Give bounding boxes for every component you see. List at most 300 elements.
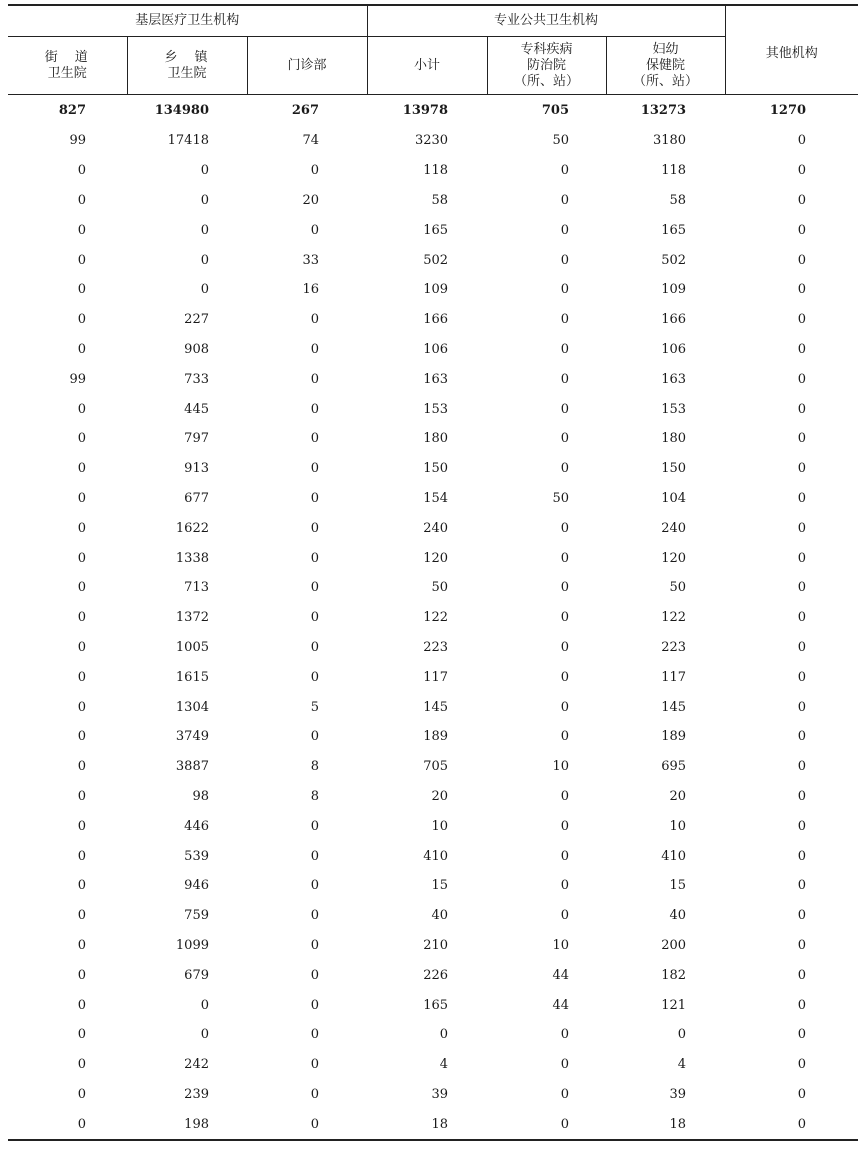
cell-specialized-disease-prevention: 0 [560,878,570,894]
cell-other: 0 [797,490,807,506]
cell-other: 0 [797,699,807,715]
header-line: 防治院 [527,57,567,73]
cell-township-health-center: 227 [184,312,209,328]
cell-specialized-disease-prevention: 44 [552,997,570,1013]
table-row [8,573,858,603]
cell-outpatient-department: 0 [310,818,320,834]
cell-township-health-center: 445 [184,401,209,417]
header-line: 门诊部 [287,57,327,73]
cell-maternal-child-health: 15 [669,878,687,894]
cell-township-health-center: 0 [200,192,209,208]
cell-other: 0 [797,520,807,536]
cell-subtotal: 150 [423,461,449,477]
table-row [8,215,858,245]
cell-specialized-disease-prevention: 0 [560,282,570,298]
cell-other: 0 [797,997,807,1013]
cell-township-health-center: 134980 [154,103,209,118]
cell-township-health-center: 677 [184,490,209,506]
cell-outpatient-department: 5 [310,699,320,715]
table-row [8,1050,858,1080]
table-row [8,305,858,335]
cell-other: 0 [797,133,807,149]
cell-outpatient-department: 0 [310,1057,320,1073]
table-row [8,424,858,454]
cell-specialized-disease-prevention: 0 [560,312,570,328]
group-header-public-health: 专业公共卫生机构 [367,5,725,37]
cell-township-health-center: 198 [127,1109,247,1140]
cell-street-health-center: 0 [77,222,86,238]
table-row [8,394,858,424]
cell-street-health-center: 0 [77,699,86,715]
cell-specialized-disease-prevention: 705 [541,103,570,118]
cell-specialized-disease-prevention: 0 [560,550,570,566]
cell-township-health-center: 239 [184,1086,209,1102]
cell-other: 0 [797,610,807,626]
cell-specialized-disease-prevention: 0 [560,252,570,268]
cell-subtotal: 223 [423,639,449,655]
cell-other: 0 [797,192,807,208]
cell-subtotal: 18 [367,1109,487,1140]
cell-specialized-disease-prevention: 50 [552,133,570,149]
cell-other: 0 [797,908,807,924]
cell-township-health-center: 1615 [175,669,209,685]
cell-subtotal: 109 [423,282,449,298]
cell-specialized-disease-prevention: 0 [560,520,570,536]
cell-specialized-disease-prevention: 0 [560,580,570,596]
table-row [8,454,858,484]
cell-maternal-child-health: 153 [661,401,687,417]
header-line: 卫生院 [167,65,207,81]
cell-township-health-center: 3749 [175,729,209,745]
cell-subtotal: 39 [431,1086,449,1102]
table-row [8,960,858,990]
cell-subtotal: 50 [431,580,449,596]
cell-street-health-center: 0 [77,580,86,596]
column-header-township-health-center [127,37,247,95]
cell-subtotal: 180 [423,431,449,447]
cell-subtotal: 145 [423,699,449,715]
cell-township-health-center: 679 [184,967,209,983]
cell-other: 0 [797,788,807,804]
cell-maternal-child-health: 180 [661,431,687,447]
cell-outpatient-department: 0 [310,490,320,506]
cell-township-health-center: 946 [184,878,209,894]
cell-township-health-center: 713 [184,580,209,596]
cell-outpatient-department: 0 [310,163,320,179]
cell-subtotal: 3230 [414,133,449,149]
cell-subtotal: 410 [423,848,449,864]
cell-subtotal: 240 [423,520,449,536]
table-row [8,752,858,782]
cell-maternal-child-health: 695 [661,759,687,775]
header-line: 小计 [414,57,441,73]
cell-township-health-center: 759 [184,908,209,924]
cell-other: 0 [797,669,807,685]
cell-street-health-center: 0 [77,937,86,953]
table-row [8,245,858,275]
cell-subtotal: 163 [423,371,449,387]
cell-maternal-child-health: 40 [669,908,687,924]
cell-other: 0 [797,461,807,477]
cell-other: 0 [797,163,807,179]
cell-street-health-center: 0 [77,252,86,268]
cell-specialized-disease-prevention: 0 [560,461,570,477]
cell-street-health-center: 0 [77,490,86,506]
table-row [8,335,858,365]
cell-outpatient-department: 0 [310,371,320,387]
cell-subtotal: 154 [423,490,449,506]
cell-township-health-center: 1622 [175,520,209,536]
cell-specialized-disease-prevention: 0 [560,163,570,179]
cell-street-health-center: 0 [77,282,86,298]
cell-other: 0 [797,967,807,983]
cell-specialized-disease-prevention: 0 [560,222,570,238]
cell-maternal-child-health: 182 [661,967,687,983]
total-row [8,95,858,127]
header-line: 保健院 [646,57,686,73]
column-header-street-health-center [8,37,127,95]
cell-specialized-disease-prevention: 0 [487,1109,606,1140]
header-line: 妇幼 [652,41,679,57]
cell-specialized-disease-prevention: 0 [560,401,570,417]
column-header-specialized-disease-prevention [487,37,606,95]
cell-subtotal: 165 [423,222,449,238]
cell-outpatient-department: 267 [291,103,320,118]
cell-maternal-child-health: 121 [661,997,687,1013]
cell-maternal-child-health: 106 [661,341,687,357]
table-row [8,186,858,216]
cell-outpatient-department: 33 [302,252,320,268]
cell-other: 1270 [769,103,807,118]
cell-township-health-center: 1005 [175,639,209,655]
header-line: 街 道 [44,49,90,65]
cell-subtotal: 118 [423,163,449,179]
cell-maternal-child-health: 166 [661,312,687,328]
header-line: 专科疾病 [520,41,573,57]
cell-township-health-center: 0 [200,997,209,1013]
cell-specialized-disease-prevention: 10 [552,937,570,953]
cell-street-health-center: 0 [77,192,86,208]
cell-street-health-center: 0 [77,431,86,447]
header-line: 卫生院 [47,65,87,81]
cell-outpatient-department: 0 [310,431,320,447]
cell-outpatient-department: 0 [310,937,320,953]
cell-specialized-disease-prevention: 10 [552,759,570,775]
cell-maternal-child-health: 163 [661,371,687,387]
cell-street-health-center: 0 [77,312,86,328]
cell-outpatient-department: 0 [310,908,320,924]
header-line: （所、站） [514,73,580,89]
cell-other: 0 [797,401,807,417]
cell-street-health-center: 0 [77,550,86,566]
cell-outpatient-department: 0 [310,967,320,983]
table-row [8,1080,858,1110]
cell-street-health-center: 0 [77,878,86,894]
table-row [8,811,858,841]
cell-maternal-child-health: 410 [661,848,687,864]
table-row [8,990,858,1020]
cell-other: 0 [797,341,807,357]
health-institutions-table [8,4,858,1141]
cell-maternal-child-health: 20 [669,788,687,804]
cell-street-health-center: 99 [69,371,86,387]
cell-subtotal: 15 [431,878,449,894]
cell-street-health-center: 0 [77,759,86,775]
cell-township-health-center: 908 [184,341,209,357]
cell-specialized-disease-prevention: 0 [560,1086,570,1102]
cell-street-health-center: 0 [77,163,86,179]
table-row [8,156,858,186]
cell-other: 0 [797,937,807,953]
cell-subtotal: 189 [423,729,449,745]
cell-maternal-child-health: 3180 [652,133,687,149]
header-line: （所、站） [633,73,699,89]
cell-other: 0 [797,312,807,328]
cell-township-health-center: 1304 [175,699,209,715]
cell-maternal-child-health: 4 [677,1057,687,1073]
cell-maternal-child-health: 18 [606,1109,725,1140]
cell-maternal-child-health: 223 [661,639,687,655]
cell-street-health-center: 827 [58,103,86,118]
cell-maternal-child-health: 189 [661,729,687,745]
cell-specialized-disease-prevention: 50 [552,490,570,506]
cell-township-health-center: 98 [192,788,209,804]
table-row [8,782,858,812]
cell-township-health-center: 797 [184,431,209,447]
cell-other: 0 [797,729,807,745]
cell-subtotal: 4 [439,1057,449,1073]
table-row [8,603,858,633]
cell-other: 0 [797,371,807,387]
cell-other: 0 [797,1027,807,1043]
cell-specialized-disease-prevention: 0 [560,192,570,208]
cell-street-health-center: 0 [8,1109,127,1140]
cell-other: 0 [725,1109,858,1140]
cell-township-health-center: 1372 [175,610,209,626]
cell-subtotal: 106 [423,341,449,357]
cell-subtotal: 165 [423,997,449,1013]
cell-specialized-disease-prevention: 0 [560,610,570,626]
cell-maternal-child-health: 58 [669,192,687,208]
cell-street-health-center: 0 [77,1057,86,1073]
cell-subtotal: 705 [423,759,449,775]
cell-outpatient-department: 74 [302,133,320,149]
cell-township-health-center: 0 [200,252,209,268]
cell-maternal-child-health: 50 [669,580,687,596]
cell-other: 0 [797,1057,807,1073]
cell-township-health-center: 0 [200,163,209,179]
cell-specialized-disease-prevention: 0 [560,431,570,447]
cell-other: 0 [797,550,807,566]
cell-other: 0 [797,252,807,268]
cell-other: 0 [797,639,807,655]
table-header [8,5,858,95]
cell-subtotal: 10 [431,818,449,834]
cell-maternal-child-health: 0 [677,1027,687,1043]
column-header-other: 其他机构 [725,5,858,95]
cell-outpatient-department: 0 [310,550,320,566]
header-line: 乡 镇 [164,49,210,65]
cell-outpatient-department: 0 [310,461,320,477]
cell-street-health-center: 99 [69,133,86,149]
cell-specialized-disease-prevention: 0 [560,848,570,864]
cell-maternal-child-health: 502 [661,252,687,268]
group-header-primary-care: 基层医疗卫生机构 [8,5,367,37]
cell-maternal-child-health: 240 [661,520,687,536]
cell-other: 0 [797,878,807,894]
table-row [8,662,858,692]
cell-street-health-center: 0 [77,788,86,804]
cell-outpatient-department: 0 [310,580,320,596]
cell-outpatient-department: 0 [310,222,320,238]
cell-specialized-disease-prevention: 0 [560,908,570,924]
cell-subtotal: 20 [431,788,449,804]
cell-outpatient-department: 0 [310,610,320,626]
cell-township-health-center: 17418 [167,133,209,149]
cell-subtotal: 13978 [402,103,449,118]
cell-other: 0 [797,818,807,834]
cell-maternal-child-health: 165 [661,222,687,238]
cell-outpatient-department: 0 [310,401,320,417]
cell-outpatient-department: 0 [310,1027,320,1043]
cell-street-health-center: 0 [77,967,86,983]
cell-outpatient-department: 0 [310,639,320,655]
cell-subtotal: 120 [423,550,449,566]
cell-other: 0 [797,222,807,238]
table-row [8,722,858,752]
cell-subtotal: 502 [423,252,449,268]
cell-outpatient-department: 0 [310,312,320,328]
cell-township-health-center: 0 [200,282,209,298]
cell-street-health-center: 0 [77,520,86,536]
cell-street-health-center: 0 [77,401,86,417]
cell-outpatient-department: 0 [310,848,320,864]
cell-maternal-child-health: 145 [661,699,687,715]
cell-street-health-center: 0 [77,610,86,626]
cell-maternal-child-health: 39 [669,1086,687,1102]
cell-outpatient-department: 0 [310,341,320,357]
cell-other: 0 [797,580,807,596]
column-header-subtotal [367,37,487,95]
cell-outpatient-department: 0 [310,729,320,745]
table-row [8,364,858,394]
table-row [8,931,858,961]
cell-specialized-disease-prevention: 0 [560,639,570,655]
cell-subtotal: 40 [431,908,449,924]
cell-maternal-child-health: 104 [661,490,687,506]
cell-township-health-center: 242 [184,1057,209,1073]
cell-specialized-disease-prevention: 44 [552,967,570,983]
cell-maternal-child-health: 150 [661,461,687,477]
cell-maternal-child-health: 117 [661,669,687,685]
cell-outpatient-department: 0 [247,1109,367,1140]
table-row [8,871,858,901]
cell-street-health-center: 0 [77,639,86,655]
cell-other: 0 [797,1086,807,1102]
cell-maternal-child-health: 13273 [640,103,687,118]
cell-specialized-disease-prevention: 0 [560,341,570,357]
cell-outpatient-department: 20 [302,192,320,208]
cell-specialized-disease-prevention: 0 [560,669,570,685]
table-row [8,692,858,722]
cell-outpatient-department: 0 [310,669,320,685]
cell-outpatient-department: 8 [310,759,320,775]
cell-street-health-center: 0 [77,461,86,477]
cell-maternal-child-health: 120 [661,550,687,566]
cell-street-health-center: 0 [77,848,86,864]
cell-subtotal: 166 [423,312,449,328]
cell-maternal-child-health: 122 [661,610,687,626]
cell-maternal-child-health: 109 [661,282,687,298]
cell-township-health-center: 3887 [175,759,209,775]
cell-subtotal: 0 [439,1027,449,1043]
cell-other: 0 [797,759,807,775]
cell-street-health-center: 0 [77,1086,86,1102]
cell-street-health-center: 0 [77,997,86,1013]
table-row [8,543,858,573]
cell-specialized-disease-prevention: 0 [560,1027,570,1043]
cell-other: 0 [797,848,807,864]
cell-street-health-center: 0 [77,908,86,924]
cell-street-health-center: 0 [77,1027,86,1043]
cell-outpatient-department: 16 [302,282,320,298]
table-row [8,633,858,663]
column-header-maternal-child-health [606,37,725,95]
cell-other: 0 [797,282,807,298]
cell-maternal-child-health: 118 [661,163,687,179]
cell-specialized-disease-prevention: 0 [560,818,570,834]
cell-outpatient-department: 0 [310,878,320,894]
cell-township-health-center: 539 [184,848,209,864]
cell-specialized-disease-prevention: 0 [560,788,570,804]
cell-street-health-center: 0 [77,669,86,685]
cell-outpatient-department: 0 [310,1086,320,1102]
cell-maternal-child-health: 200 [661,937,687,953]
table-row [8,275,858,305]
cell-subtotal: 58 [431,192,449,208]
cell-subtotal: 122 [423,610,449,626]
cell-maternal-child-health: 10 [669,818,687,834]
cell-street-health-center: 0 [77,341,86,357]
table-row [8,841,858,871]
table-row [8,513,858,543]
cell-specialized-disease-prevention: 0 [560,729,570,745]
table-row [8,1020,858,1050]
table-body [8,95,858,1141]
cell-other: 0 [797,431,807,447]
cell-outpatient-department: 8 [310,788,320,804]
cell-township-health-center: 913 [184,461,209,477]
cell-specialized-disease-prevention: 0 [560,699,570,715]
cell-township-health-center: 0 [200,1027,209,1043]
table-row [8,484,858,514]
table-row [8,901,858,931]
cell-township-health-center: 1338 [175,550,209,566]
cell-specialized-disease-prevention: 0 [560,371,570,387]
cell-street-health-center: 0 [77,729,86,745]
cell-township-health-center: 1099 [175,937,209,953]
cell-township-health-center: 446 [184,818,209,834]
cell-subtotal: 226 [423,967,449,983]
table-row [8,1109,858,1140]
cell-specialized-disease-prevention: 0 [560,1057,570,1073]
cell-subtotal: 210 [423,937,449,953]
cell-subtotal: 117 [423,669,449,685]
column-header-outpatient-department [247,37,367,95]
cell-township-health-center: 733 [184,371,209,387]
cell-subtotal: 153 [423,401,449,417]
cell-township-health-center: 0 [200,222,209,238]
